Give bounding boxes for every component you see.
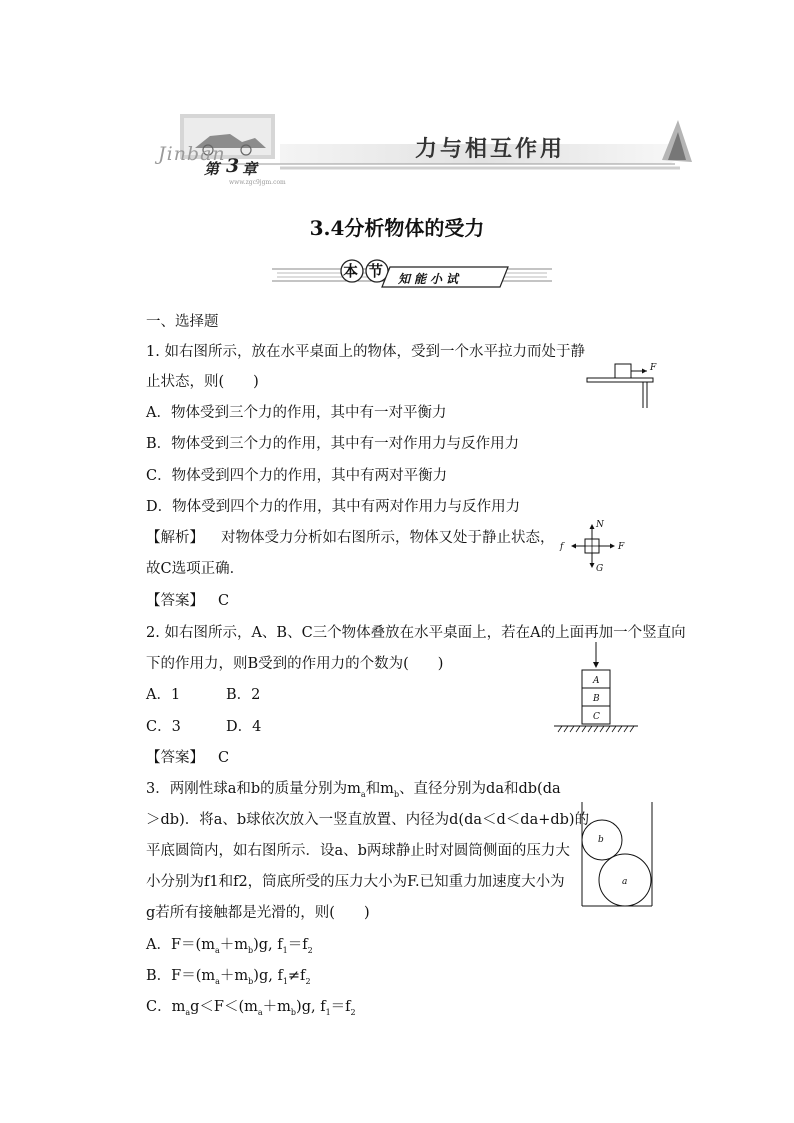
q1-option-a: A．物体受到三个力的作用，其中有一对平衡力 <box>146 405 447 421</box>
q2-answer-label: 【答案】 <box>146 750 204 766</box>
q1-fig2-n-label: N <box>596 520 604 530</box>
q1-analysis-label: 【解析】 <box>146 530 204 546</box>
q1-option-d: D．物体受到四个力的作用，其中有两对作用力与反作用力 <box>146 499 521 515</box>
q2-option-c: C．3 <box>146 719 181 735</box>
chapter-suffix: 章 <box>242 160 258 178</box>
q2-block-c-label: C <box>593 712 600 722</box>
q1-answer-value: C <box>218 593 230 609</box>
chapter-number: 3 <box>226 155 240 177</box>
q3-stem-line-4: 小分别为f1和f2，筒底所受的压力大小为F.已知重力加速度大小为 <box>146 874 565 890</box>
q3-option-c: C．$m_ag<F<(m_a+m_b)g$, $f_1=f_2$ <box>146 999 356 1017</box>
q1-answer-label: 【答案】 <box>146 593 204 609</box>
q1-force-diagram <box>565 520 625 572</box>
q1-stem-line-2: 止状态，则( ) <box>146 374 259 390</box>
badge-char-2: 节 <box>368 262 384 280</box>
q1-fig2-bigf-label: F <box>618 542 625 552</box>
q3-stem-line-2: ＞db)．将a、b球依次放入一竖直放置、内径为d(da＜d＜da+db)的 <box>146 812 590 828</box>
q2-option-a: A．1 <box>146 687 181 703</box>
q3-ball-b-label: b <box>598 835 604 845</box>
chapter-prefix: 第 <box>204 160 220 178</box>
badge-subtitle: 知能小试 <box>398 272 463 286</box>
section-title: 3.4分析物体的受力 <box>309 216 485 240</box>
q1-table-figure <box>585 358 660 410</box>
q2-stem-line-1: 2. 如右图所示，A、B、C三个物体叠放在水平桌面上，若在A的上面再加一个竖直向 <box>146 625 686 641</box>
badge-char-1: 本 <box>343 262 359 280</box>
q2-block-a-label: A <box>593 676 600 686</box>
q1-analysis-line-1: 对物体受力分析如右图所示，物体又处于静止状态， <box>221 530 555 546</box>
q2-option-b: B．2 <box>226 687 261 703</box>
q3-ball-a-label: a <box>622 877 628 887</box>
q1-stem-line-1: 1. 如右图所示，放在水平桌面上的物体，受到一个水平拉力而处于静 <box>146 344 585 360</box>
q1-fig2-g-label: G <box>596 564 604 574</box>
q1-fig2-f-label: f <box>560 542 564 552</box>
q3-stem-line-5: g若所有接触都是光滑的，则( ) <box>146 905 370 921</box>
chapter-title: 力与相互作用 <box>415 137 566 162</box>
q3-option-a: A．$F=(m_a+m_b)g$, $f_1=f_2$ <box>146 937 313 955</box>
q1-option-c: C．物体受到四个力的作用，其中有两对平衡力 <box>146 468 448 484</box>
site-mark: www.zgc9jgm.com <box>229 179 286 186</box>
part-heading: 一、选择题 <box>146 314 219 330</box>
q2-stem-line-2: 下的作用力，则B受到的作用力的个数为( ) <box>146 656 444 672</box>
q2-stacked-blocks-figure <box>552 640 642 738</box>
q3-stem-line-1: 3．两刚性球a和b的质量分别为$m_a$和$m_b$、直径分别为da和db(da <box>146 781 561 799</box>
q1-analysis-line-2: 故C选项正确． <box>146 561 245 577</box>
jinban-watermark: Jinban <box>158 143 226 165</box>
q2-block-b-label: B <box>593 694 600 704</box>
q3-stem-line-3: 平底圆筒内，如右图所示．设a、b两球静止时对圆筒侧面的压力大 <box>146 843 570 859</box>
q1-fig1-f-label: F <box>650 363 657 373</box>
q3-option-b: B．$F=(m_a+m_b)g$, $f_1\ne f_2$ <box>146 968 311 986</box>
q1-option-b: B．物体受到三个力的作用，其中有一对作用力与反作用力 <box>146 436 520 452</box>
q3-cylinder-figure <box>578 800 656 910</box>
q2-option-d: D．4 <box>226 719 262 735</box>
q2-answer-value: C <box>218 750 230 766</box>
